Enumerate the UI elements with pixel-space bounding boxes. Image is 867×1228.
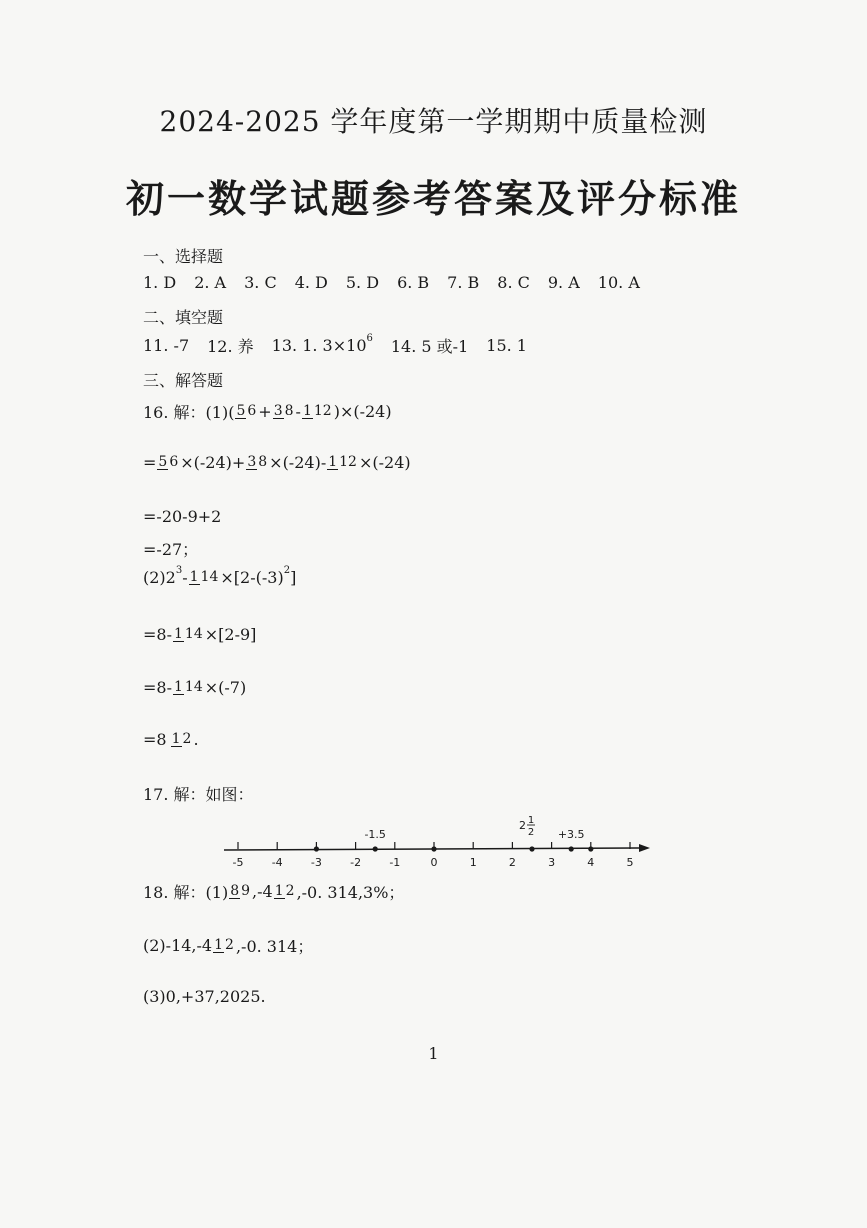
tick-label: 0 (430, 856, 438, 869)
denominator: 8 (284, 402, 294, 419)
fraction (171, 732, 193, 748)
number-line-point (431, 846, 436, 851)
denominator: 14 (200, 568, 219, 585)
denominator: 8 (258, 453, 268, 470)
fill-answer-15: 15. 1 (486, 336, 527, 355)
fraction (157, 455, 179, 471)
q16-suffix: )×(-24) (333, 402, 392, 421)
fill-answer-13-exponent: 6 (366, 333, 373, 344)
term: =8- (143, 678, 172, 697)
point-label: +3.5 (557, 828, 585, 841)
denominator: 2 (285, 882, 295, 899)
part2-prefix: (2)2 (143, 568, 176, 587)
q18-prefix: 18. 解：(1) (143, 883, 229, 902)
arrow-icon (639, 844, 650, 852)
denominator: 2 (225, 936, 234, 953)
tick-label: -3 (310, 856, 322, 869)
denominator: 6 (247, 402, 257, 419)
term: ×(-24)- (269, 453, 327, 472)
fraction (213, 938, 235, 954)
exam-subtitle: 2024-2025 学年度第一学期期中质量检测 (159, 105, 708, 138)
exponent: 3 (175, 565, 183, 576)
q17-label: 17. 解：如图： (143, 785, 254, 804)
operator: - (295, 402, 301, 421)
number-line-point (588, 846, 593, 851)
q16-part2-line-4 (143, 730, 199, 749)
numerator: 1 (328, 453, 338, 470)
term: =8- (143, 625, 172, 644)
term: ,-0. 314； (235, 937, 314, 956)
fraction (302, 404, 333, 420)
fraction (235, 404, 257, 420)
numerator: 1 (174, 678, 183, 695)
numerator: 5 (158, 453, 168, 470)
choice-answer: 1. D (143, 273, 177, 292)
fraction (173, 680, 204, 696)
q16-prefix: 16. 解：(1)( (143, 403, 235, 422)
page-title: 初一数学试题参考答案及评分标准 (125, 177, 741, 221)
operator: + (258, 402, 272, 421)
number-line-point (373, 846, 378, 851)
bracket: ] (290, 568, 297, 587)
term: ×[2-9] (204, 625, 257, 644)
choice-answer: 7. B (447, 273, 480, 292)
term: ×(-7) (204, 678, 247, 697)
tick-label: -5 (232, 856, 244, 869)
fill-answer-14: 14. 5 或-1 (390, 337, 469, 356)
number-line-point (314, 846, 319, 851)
fraction (246, 455, 268, 471)
denominator: 12 (339, 453, 357, 470)
numerator: 3 (273, 402, 283, 419)
operator: - (182, 568, 188, 587)
q16-line-1 (143, 400, 392, 423)
choice-answer: 2. A (194, 273, 227, 292)
fraction (274, 884, 296, 900)
tick-label: 4 (587, 856, 595, 869)
term: ,-0. 314,3%； (296, 883, 405, 902)
numerator: 3 (247, 453, 257, 470)
exponent: 2 (283, 565, 291, 576)
tick-label: 3 (548, 856, 556, 869)
numerator: 1 (189, 568, 199, 585)
term: (2)-14,-4 (143, 936, 213, 955)
choice-answer: 3. C (244, 273, 277, 292)
q18-line-3: (3)0,+37,2025. (143, 987, 266, 1006)
term: ,-4 (252, 882, 273, 901)
fraction (273, 404, 295, 420)
choice-answers-row (143, 273, 640, 292)
q16-part2-line-1 (143, 565, 297, 587)
tick-label: 1 (469, 856, 477, 869)
page-number: 1 (428, 1044, 439, 1063)
numerator: 8 (230, 882, 240, 899)
point-label-numerator: 1 (527, 815, 535, 826)
q16-part2-line-2 (143, 625, 256, 644)
numerator: 1 (174, 625, 183, 642)
tick-label: 5 (626, 856, 634, 869)
term: ×[2-(-3) (220, 568, 284, 587)
denominator: 9 (241, 882, 251, 899)
numerator: 5 (236, 402, 246, 419)
number-line-point (569, 846, 574, 851)
fill-answers-row (143, 334, 527, 357)
point-label: -1.5 (364, 828, 386, 841)
q16-part2-line-3 (143, 678, 246, 697)
fill-answer-13: 13. 1. 3×10 (271, 336, 367, 355)
choice-answer: 4. D (294, 273, 328, 292)
choice-answer: 8. C (497, 273, 530, 292)
term: ×(-24) (358, 453, 411, 472)
term: =8 (143, 730, 167, 749)
denominator: 14 (184, 678, 203, 695)
tick-label: 2 (508, 856, 516, 869)
point-label-denominator: 2 (527, 827, 535, 838)
term: . (193, 730, 199, 749)
fraction (189, 570, 220, 586)
section-choice-heading: 一、选择题 (143, 247, 224, 266)
fill-answer-12: 12. 养 (207, 337, 254, 356)
fraction (327, 455, 358, 471)
term: ×(-24)+ (180, 453, 246, 472)
q18-line-1 (143, 880, 404, 903)
choice-answer: 10. A (597, 273, 640, 292)
number-line (210, 808, 660, 874)
tick-label: -4 (271, 856, 283, 869)
number-line-point (529, 846, 534, 851)
q16-line-3: =-20-9+2 (143, 507, 222, 526)
q18-line-2 (143, 934, 313, 957)
choice-answer: 6. B (397, 273, 430, 292)
denominator: 14 (184, 625, 203, 642)
fraction (229, 884, 251, 900)
section-solve-heading: 三、解答题 (143, 371, 224, 390)
choice-answer: 5. D (345, 273, 380, 292)
numerator: 1 (171, 730, 181, 747)
fraction (173, 627, 204, 643)
equals-sign: = (143, 453, 157, 472)
denominator: 12 (313, 402, 332, 419)
numerator: 1 (302, 402, 312, 419)
q16-line-2 (143, 453, 411, 472)
fill-answer-11: 11. -7 (143, 336, 190, 355)
numerator: 1 (274, 882, 284, 899)
section-fill-heading: 二、填空题 (143, 308, 224, 327)
choice-answer: 9. A (547, 273, 580, 292)
numerator: 1 (214, 936, 224, 953)
denominator: 2 (182, 730, 192, 747)
denominator: 6 (169, 453, 179, 470)
tick-label: -2 (350, 856, 362, 869)
point-label-whole: 2 (519, 819, 526, 832)
tick-label: -1 (389, 856, 401, 869)
q16-line-4: =-27； (143, 540, 199, 559)
